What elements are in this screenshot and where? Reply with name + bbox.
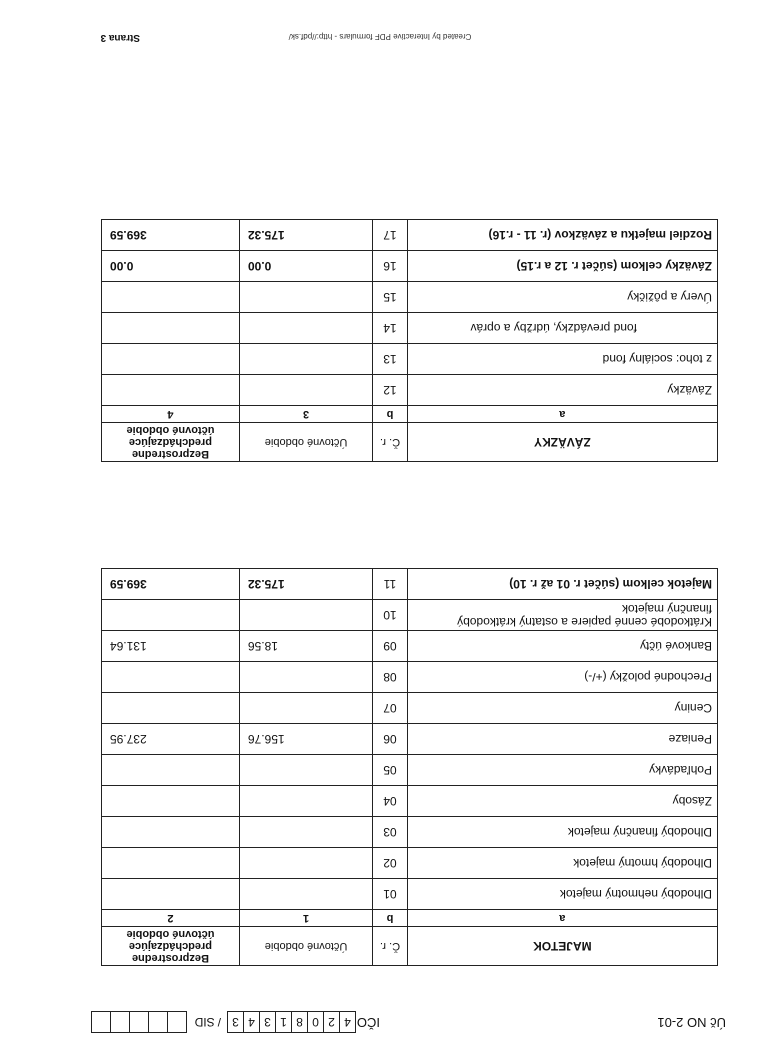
previous-value-field[interactable] — [102, 755, 240, 786]
current-value-field[interactable]: 175.32 — [239, 220, 372, 251]
col-letter: 2 — [102, 910, 240, 927]
col-cr-header: Č. r. — [373, 423, 407, 462]
previous-value-field[interactable] — [102, 662, 240, 693]
row-label: Úvery a pôžičky — [407, 282, 717, 313]
col-current-header: Účtovné obdobie — [239, 423, 372, 462]
table-row — [102, 879, 718, 910]
ico-digit: 0 — [307, 1011, 324, 1033]
row-number: 13 — [373, 344, 407, 375]
row-number: 15 — [373, 282, 407, 313]
col-letter: 1 — [239, 910, 372, 927]
table-row — [102, 755, 718, 786]
table-row-total — [102, 220, 718, 251]
col-cr-header: Č. r. — [373, 927, 407, 966]
col-previous-header: Bezprostredne predchádzajúce účtovné obdobie — [102, 423, 240, 462]
col-letter: b — [373, 406, 407, 423]
row-number: 08 — [373, 662, 407, 693]
row-number: 03 — [373, 817, 407, 848]
current-value-field[interactable] — [239, 848, 372, 879]
row-label: z toho: sociálny fond — [407, 344, 717, 375]
row-label: Dlhodobý hmotný majetok — [407, 848, 717, 879]
row-number: 04 — [373, 786, 407, 817]
col-letter: a — [407, 910, 717, 927]
sid-box — [167, 1011, 187, 1033]
ico-digit: 8 — [291, 1011, 308, 1033]
ico-digit: 4 — [339, 1011, 356, 1033]
current-value-field[interactable] — [239, 375, 372, 406]
row-label: Majetok celkom (súčet r. 01 až r. 10) — [407, 569, 717, 600]
sid-box — [91, 1011, 111, 1033]
current-value-field[interactable]: 156.76 — [239, 724, 372, 755]
current-value-field[interactable] — [239, 755, 372, 786]
ico-digit: 3 — [259, 1011, 276, 1033]
row-label: Bankové účty — [407, 631, 717, 662]
table-row — [102, 375, 718, 406]
majetok-table — [101, 568, 718, 966]
previous-value-field[interactable] — [102, 344, 240, 375]
table-row — [102, 313, 718, 344]
previous-value-field[interactable] — [102, 375, 240, 406]
sid-label: SID — [194, 1015, 215, 1029]
ico-field — [92, 1011, 356, 1033]
current-value-field[interactable]: 0.00 — [239, 251, 372, 282]
row-number: 12 — [373, 375, 407, 406]
table-row — [102, 786, 718, 817]
previous-value-field[interactable] — [102, 848, 240, 879]
previous-value-field[interactable] — [102, 817, 240, 848]
ico-label: IČO — [356, 1015, 380, 1030]
majetok-title: MAJETOK — [407, 927, 717, 966]
current-value-field[interactable] — [239, 662, 372, 693]
ico-digit: 3 — [227, 1011, 244, 1033]
row-label: Krátkodobé cenné papiere a ostatný krátkodobý finančný majetok — [407, 600, 717, 631]
row-label: Záväzky celkom (súčet r. 12 a r.15) — [407, 251, 717, 282]
row-label: Peniaze — [407, 724, 717, 755]
table-row — [102, 600, 718, 631]
col-letter: 4 — [102, 406, 240, 423]
previous-value-field[interactable]: 369.59 — [102, 569, 240, 600]
row-label: Dlhodobý nehmotný majetok — [407, 879, 717, 910]
previous-value-field[interactable] — [102, 313, 240, 344]
ico-digit: 4 — [243, 1011, 260, 1033]
row-label: fond prevádzky, údržby a opráv — [407, 313, 717, 344]
row-number: 06 — [373, 724, 407, 755]
current-value-field[interactable]: 175.32 — [239, 569, 372, 600]
previous-value-field[interactable] — [102, 282, 240, 313]
col-letter: 3 — [239, 406, 372, 423]
row-number: 10 — [373, 600, 407, 631]
previous-value-field[interactable]: 237.95 — [102, 724, 240, 755]
previous-value-field[interactable]: 0.00 — [102, 251, 240, 282]
table-row — [102, 848, 718, 879]
current-value-field[interactable]: 18.56 — [239, 631, 372, 662]
row-label: Rozdiel majetku a záväzkov (r. 11 - r.16) — [407, 220, 717, 251]
current-value-field[interactable] — [239, 600, 372, 631]
form-code: Úč NO 2-01 — [657, 1015, 726, 1030]
current-value-field[interactable] — [239, 817, 372, 848]
col-current-header: Účtovné obdobie — [239, 927, 372, 966]
table-row-total — [102, 569, 718, 600]
row-number: 11 — [373, 569, 407, 600]
table-row — [102, 693, 718, 724]
table-row — [102, 344, 718, 375]
row-number: 14 — [373, 313, 407, 344]
table-row — [102, 662, 718, 693]
row-label: Pohľadávky — [407, 755, 717, 786]
row-label: Zásoby — [407, 786, 717, 817]
table-row — [102, 724, 718, 755]
row-number: 07 — [373, 693, 407, 724]
col-previous-header: Bezprostredne predchádzajúce účtovné obdobie — [102, 927, 240, 966]
current-value-field[interactable] — [239, 282, 372, 313]
sid-box — [148, 1011, 168, 1033]
table-row — [102, 631, 718, 662]
sid-box — [110, 1011, 130, 1033]
table-row — [102, 817, 718, 848]
current-value-field[interactable] — [239, 313, 372, 344]
row-label: Dlhodobý finančný majetok — [407, 817, 717, 848]
row-number: 17 — [373, 220, 407, 251]
col-letter: b — [373, 910, 407, 927]
ico-digit: 1 — [275, 1011, 292, 1033]
row-number: 02 — [373, 848, 407, 879]
row-label: Prechodné položky (+/-) — [407, 662, 717, 693]
row-number: 16 — [373, 251, 407, 282]
current-value-field[interactable] — [239, 786, 372, 817]
table-row-total — [102, 251, 718, 282]
ico-digit: 2 — [323, 1011, 340, 1033]
row-label: Ceniny — [407, 693, 717, 724]
ico-sid-separator: / — [217, 1015, 221, 1029]
created-by-note: Created by Interactive PDF formulars - http://pdf.sk/ — [288, 32, 472, 41]
previous-value-field[interactable] — [102, 879, 240, 910]
current-value-field[interactable] — [239, 693, 372, 724]
sid-box — [129, 1011, 149, 1033]
table-row — [102, 282, 718, 313]
zavazky-table — [101, 219, 718, 462]
previous-value-field[interactable] — [102, 693, 240, 724]
col-letter: a — [407, 406, 717, 423]
page-number: Strana 3 — [100, 32, 140, 43]
previous-value-field[interactable] — [102, 600, 240, 631]
current-value-field[interactable] — [239, 879, 372, 910]
previous-value-field[interactable]: 369.59 — [102, 220, 240, 251]
current-value-field[interactable] — [239, 344, 372, 375]
row-number: 01 — [373, 879, 407, 910]
row-number: 05 — [373, 755, 407, 786]
row-number: 09 — [373, 631, 407, 662]
previous-value-field[interactable]: 131.64 — [102, 631, 240, 662]
previous-value-field[interactable] — [102, 786, 240, 817]
row-label: Záväzky — [407, 375, 717, 406]
zavazky-title: ZÁVÄZKY — [407, 423, 717, 462]
